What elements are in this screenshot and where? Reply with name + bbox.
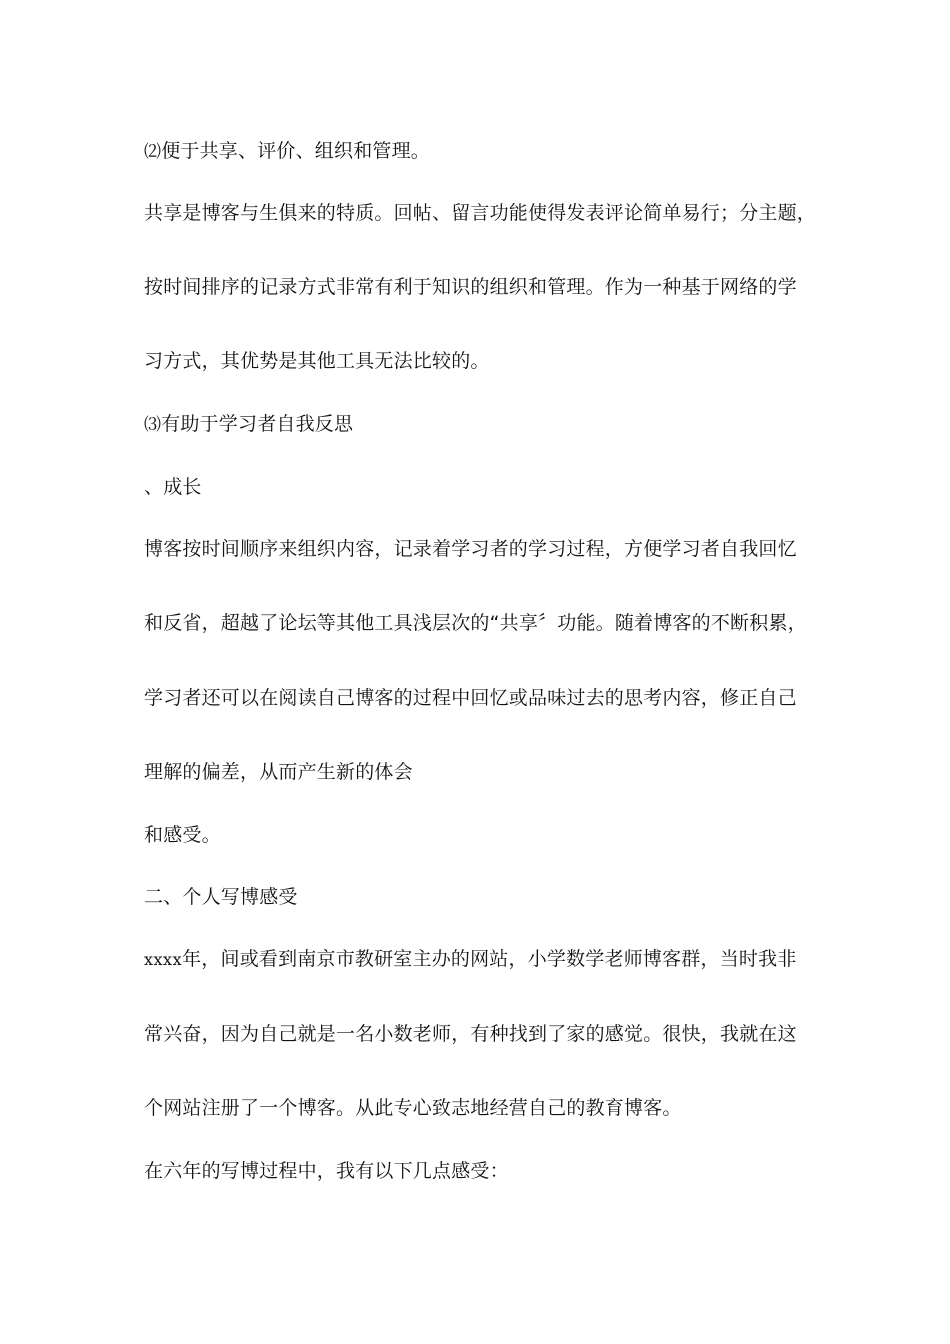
list-marker: ⑶ bbox=[144, 415, 162, 435]
paragraph-line: 共享是博客与生俱来的特质。回帖、留言功能使得发表评论简单易行；分主题， bbox=[144, 202, 817, 224]
paragraph-line: 和感受。 bbox=[144, 824, 221, 846]
paragraph-line: 、成长 bbox=[144, 476, 202, 498]
paragraph-line: 和反省，超越了论坛等其他工具浅层次的“共享〞功能。随着博客的不断积累， bbox=[144, 612, 807, 634]
list-item-text: 有助于学习者自我反思 bbox=[161, 413, 354, 435]
paragraph-line: 理解的偏差，从而产生新的体会 bbox=[144, 761, 413, 783]
paragraph-line bbox=[144, 946, 797, 973]
paragraph-line-text: 年，间或看到南京市教研室主办的网站，小学数学老师博客群，当时我非 bbox=[182, 948, 797, 970]
paragraph-line: 在六年的写博过程中，我有以下几点感受： bbox=[144, 1160, 509, 1182]
paragraph-line: 习方式，其优势是其他工具无法比较的。 bbox=[144, 350, 490, 372]
paragraph-line: 个网站注册了一个博客。从此专心致志地经营自己的教育博客。 bbox=[144, 1097, 682, 1119]
list-item-3 bbox=[144, 411, 353, 438]
paragraph-line: 常兴奋，因为自己就是一名小数老师，有种找到了家的感觉。很快，我就在这 bbox=[144, 1023, 797, 1045]
year-placeholder: xxxx bbox=[144, 950, 183, 969]
paragraph-line: 博客按时间顺序来组织内容，记录着学习者的学习过程，方便学习者自我回忆 bbox=[144, 538, 797, 560]
list-item-2 bbox=[144, 138, 430, 165]
list-marker: ⑵ bbox=[144, 142, 162, 162]
paragraph-line: 学习者还可以在阅读自己博客的过程中回忆或品味过去的思考内容，修正自己 bbox=[144, 687, 797, 709]
list-item-text: 便于共享、评价、组织和管理。 bbox=[161, 140, 431, 162]
section-heading: 二、个人写博感受 bbox=[144, 886, 298, 908]
paragraph-line: 按时间排序的记录方式非常有利于知识的组织和管理。作为一种基于网络的学 bbox=[144, 276, 797, 298]
